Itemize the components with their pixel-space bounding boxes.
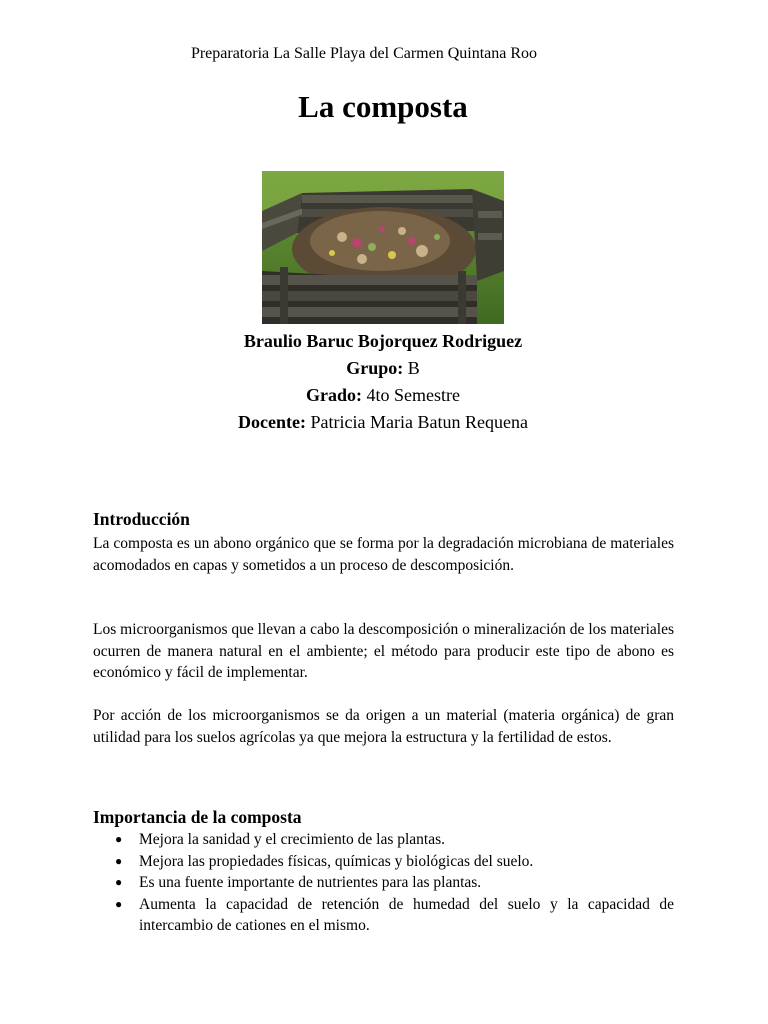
importance-heading: Importancia de la composta — [93, 807, 302, 827]
grado-label: Grado: — [306, 385, 362, 405]
list-item-text: Mejora la sanidad y el crecimiento de las plantas. — [139, 831, 446, 848]
list-item — [93, 829, 674, 851]
docente-line — [0, 409, 766, 436]
list-item-text: Mejora las propiedades físicas, químicas y biológicas del suelo. — [139, 852, 534, 870]
importance-list — [93, 829, 674, 937]
intro-heading: Introducción — [93, 509, 190, 529]
bullet-icon: ● — [115, 875, 123, 890]
list-item — [93, 894, 674, 937]
list-item-text: Aumenta la capacidad de retención de humedad del suelo y la capacidad de intercambio de cationes en el mismo. — [139, 895, 674, 935]
grado-value: 4to Semestre — [366, 385, 460, 405]
docente-label: Docente: — [238, 412, 307, 432]
intro-paragraph: Los microorganismos que llevan a cabo la descomposición o mineralización de los materiales ocurren de manera natural en el ambiente; el método para producir este tipo de abono es económico y fácil de implementar. — [93, 621, 674, 682]
docente-value: Patricia Maria Batun Requena — [310, 412, 528, 432]
list-item — [93, 872, 674, 894]
grado-line — [0, 382, 766, 409]
list-item-text: Es una fuente importante de nutrientes para las plantas. — [139, 874, 482, 892]
bullet-icon: ● — [115, 832, 123, 846]
bullet-icon: ● — [115, 896, 123, 911]
school-name: Preparatoria La Salle Playa del Carmen Quintana Roo — [190, 45, 538, 62]
compost-bin-photo — [262, 171, 504, 324]
document-title: La composta — [298, 89, 468, 124]
bullet-icon: ● — [115, 853, 123, 868]
grupo-line — [0, 355, 766, 382]
grupo-value: B — [407, 358, 420, 378]
author-info — [0, 328, 766, 436]
intro-paragraph: Por acción de los microorganismos se da origen a un material (materia orgánica) de gran utilidad para los suelos agrícolas ya que mejora la estructura y la fertilidad de estos. — [93, 707, 674, 746]
intro-paragraph: La composta es un abono orgánico que se forma por la degradación microbiana de materiales acomodados en capas y sometidos a un proceso de descomposición. — [93, 535, 674, 574]
author-name: Braulio Baruc Bojorquez Rodriguez — [243, 331, 523, 351]
grupo-label: Grupo: — [346, 358, 404, 378]
list-item — [93, 851, 674, 873]
